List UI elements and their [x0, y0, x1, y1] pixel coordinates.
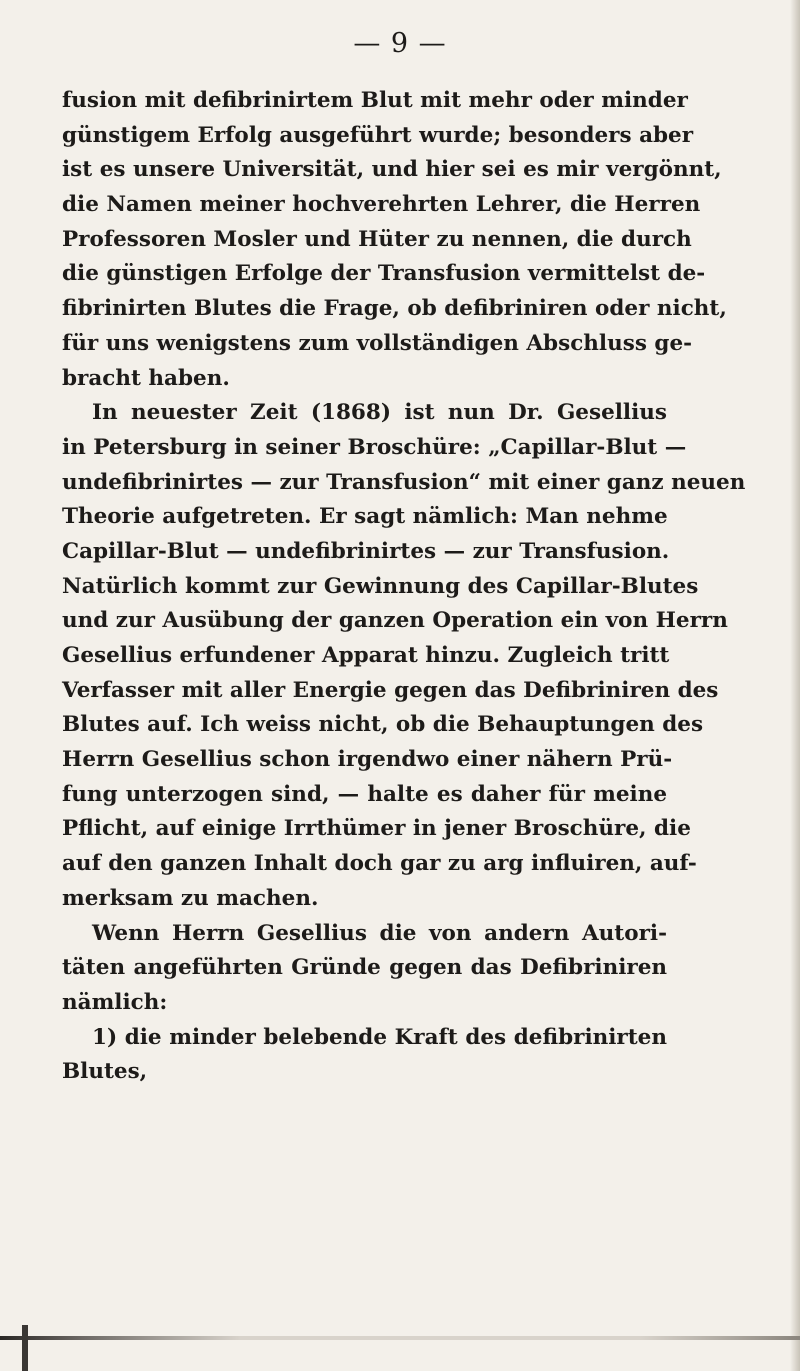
text-line: Gesellius erfundener Apparat hinzu. Zugleich tritt [62, 643, 670, 668]
text-line: Natürlich kommt zur Gewinnung des Capillar-Blutes [62, 573, 699, 599]
text-line: 1) die minder belebende Kraft des defibrinirten [92, 1024, 667, 1050]
text-line: Theorie aufgetreten. Er sagt nämlich: Man nehme [62, 504, 668, 530]
text-line: fusion mit defibrinirtem Blut mit mehr oder minder [62, 88, 688, 113]
text-line: undefibrinirtes — zur Transfusion“ mit einer ganz neuen [62, 469, 746, 495]
text-line: in Petersburg in seiner Broschüre: „Capillar-Blut — [62, 434, 687, 460]
text-line: Herrn Gesellius schon irgendwo einer nähern Prü- [62, 747, 673, 773]
text-line: täten angeführten Gründe gegen das Defibriniren [62, 955, 667, 981]
text-line: nämlich: [62, 989, 168, 1015]
text-line: In neuester Zeit (1868) ist nun Dr. Gesellius [92, 400, 667, 426]
text-line: auf den ganzen Inhalt doch gar zu arg influiren, auf- [62, 851, 697, 877]
text-line: die Namen meiner hochverehrten Lehrer, die Herren [62, 192, 701, 218]
text-line: bracht haben. [62, 365, 230, 391]
text-line: Capillar-Blut — undefibrinirtes — zur Transfusion. [62, 538, 670, 564]
scan-mark [22, 1325, 28, 1371]
text-line: die günstigen Erfolge der Transfusion vermittelst de- [62, 261, 706, 287]
text-line: günstigem Erfolg ausgeführt wurde; besonders aber [62, 122, 694, 148]
text-line: fung unterzogen sind, — halte es daher für meine [62, 781, 667, 807]
text-line: und zur Ausübung der ganzen Operation ein von Herrn [62, 608, 728, 634]
text-line: Verfasser mit aller Energie gegen das Defibriniren des [62, 677, 719, 703]
text-line: für uns wenigstens zum vollständigen Abschluss ge- [62, 330, 693, 356]
text-line: merksam zu machen. [62, 885, 319, 911]
body-text [62, 84, 746, 1090]
text-line: Blutes, [62, 1059, 148, 1085]
page-edge-shadow [790, 0, 800, 1371]
page-number: — 9 — [353, 28, 447, 59]
text-line: Pflicht, auf einige Irrthümer in jener Broschüre, die [62, 816, 691, 842]
text-line: ist es unsere Universität, und hier sei es mir vergönnt, [62, 157, 722, 183]
text-line: Professoren Mosler und Hüter zu nennen, die durch [62, 226, 692, 252]
bottom-rule [0, 1336, 800, 1340]
text-line: fibrinirten Blutes die Frage, ob defibriniren oder nicht, [62, 296, 727, 322]
text-line: Wenn Herrn Gesellius die von andern Autori- [92, 920, 667, 946]
text-line: Blutes auf. Ich weiss nicht, ob die Behauptungen des [62, 712, 704, 738]
